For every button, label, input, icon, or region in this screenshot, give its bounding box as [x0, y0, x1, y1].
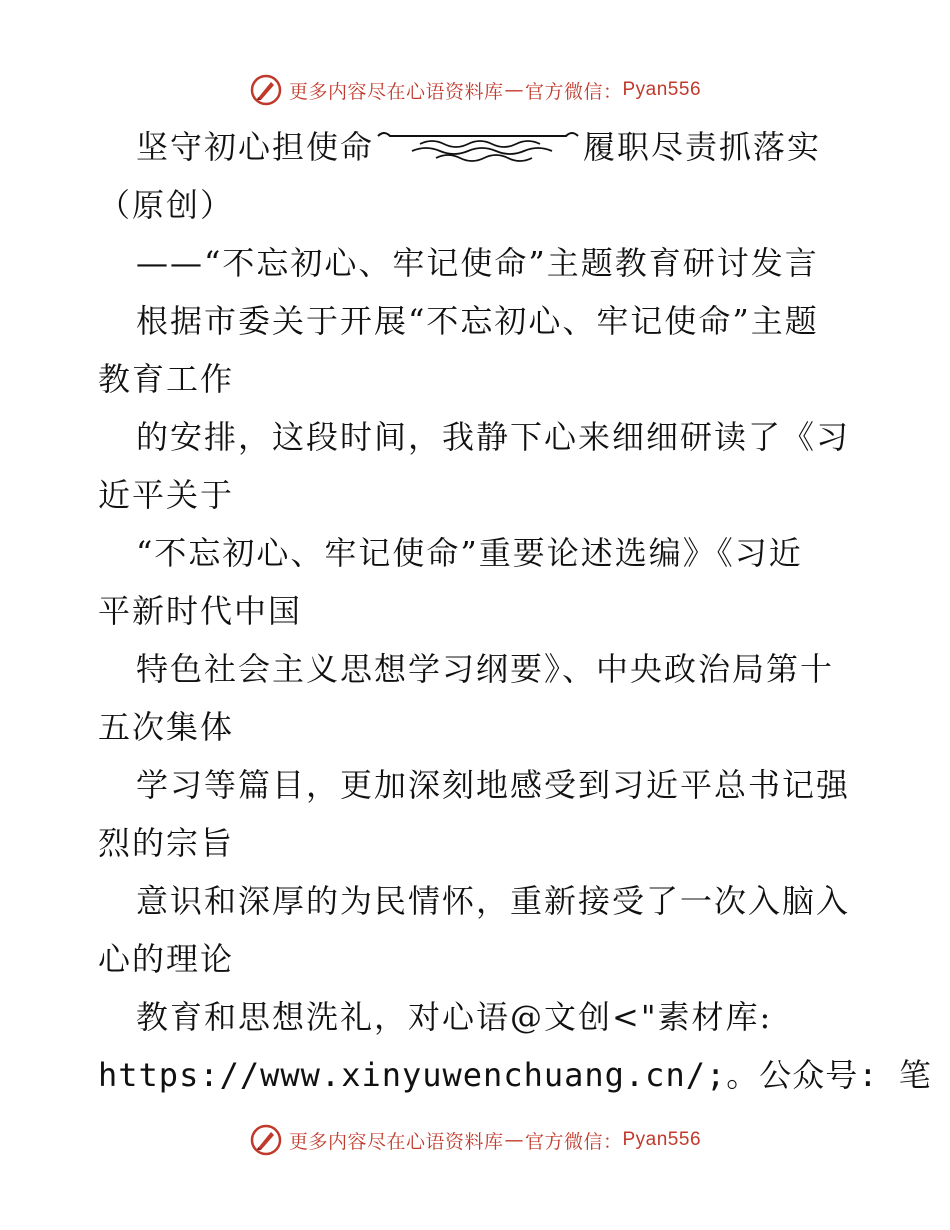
paragraph-line: 五次集体: [98, 708, 235, 746]
paragraph-line: 特色社会主义思想学习纲要》、中央政治局第十: [136, 650, 835, 688]
title-part-2: 履职尽责抓落实: [583, 128, 822, 166]
quill-logo-icon: [249, 73, 283, 107]
banner-wechat-label: 官方微信：: [524, 1130, 623, 1153]
document-title: [136, 118, 821, 176]
footer-banner: [0, 1120, 950, 1160]
paragraph-line: 平新时代中国: [98, 592, 303, 630]
banner-dash: —: [504, 79, 524, 101]
quill-logo-icon: [249, 1123, 283, 1157]
header-banner: [0, 70, 950, 110]
paragraph-line: 根据市委关于开展“不忘初心、牢记使命”主题: [136, 302, 819, 340]
paragraph-line: 学习等篇目，更加深刻地感受到习近平总书记强: [136, 766, 851, 804]
paragraph-line: 的安排，这段时间，我静下心来细细研读了《习: [136, 418, 851, 456]
paragraph-line: “不忘初心、牢记使命”重要论述选编》《习近: [136, 534, 803, 572]
wavy-divider-icon: [376, 124, 581, 164]
banner-site-name: 更多内容尽在心语资料库: [288, 1130, 504, 1153]
paragraph-line: 教育工作: [98, 360, 235, 398]
banner-site-name: 更多内容尽在心语资料库: [288, 80, 504, 103]
banner-wechat-label: 官方微信：: [524, 80, 623, 103]
title-part-1: 坚守初心担使命: [136, 128, 375, 166]
paragraph-line: 烈的宗旨: [98, 824, 235, 862]
document-subtitle: ——“不忘初心、牢记使命”主题教育研讨发言: [136, 244, 819, 282]
paragraph-line: 近平关于: [98, 476, 235, 514]
paragraph-line: 意识和深厚的为民情怀，重新接受了一次入脑入: [136, 882, 851, 920]
banner-dash: —: [504, 1129, 524, 1151]
title-note: （原创）: [98, 186, 235, 224]
paragraph-line-url: https://www.xinyuwenchuang.cn/;。公众号: 笔: [98, 1056, 932, 1094]
paragraph-line: 心的理论: [98, 940, 235, 978]
paragraph-line: 教育和思想洗礼，对心语@文创<"素材库:: [136, 998, 773, 1036]
banner-wechat-id: Pyan556: [622, 79, 702, 100]
banner-wechat-id: Pyan556: [622, 1129, 702, 1150]
